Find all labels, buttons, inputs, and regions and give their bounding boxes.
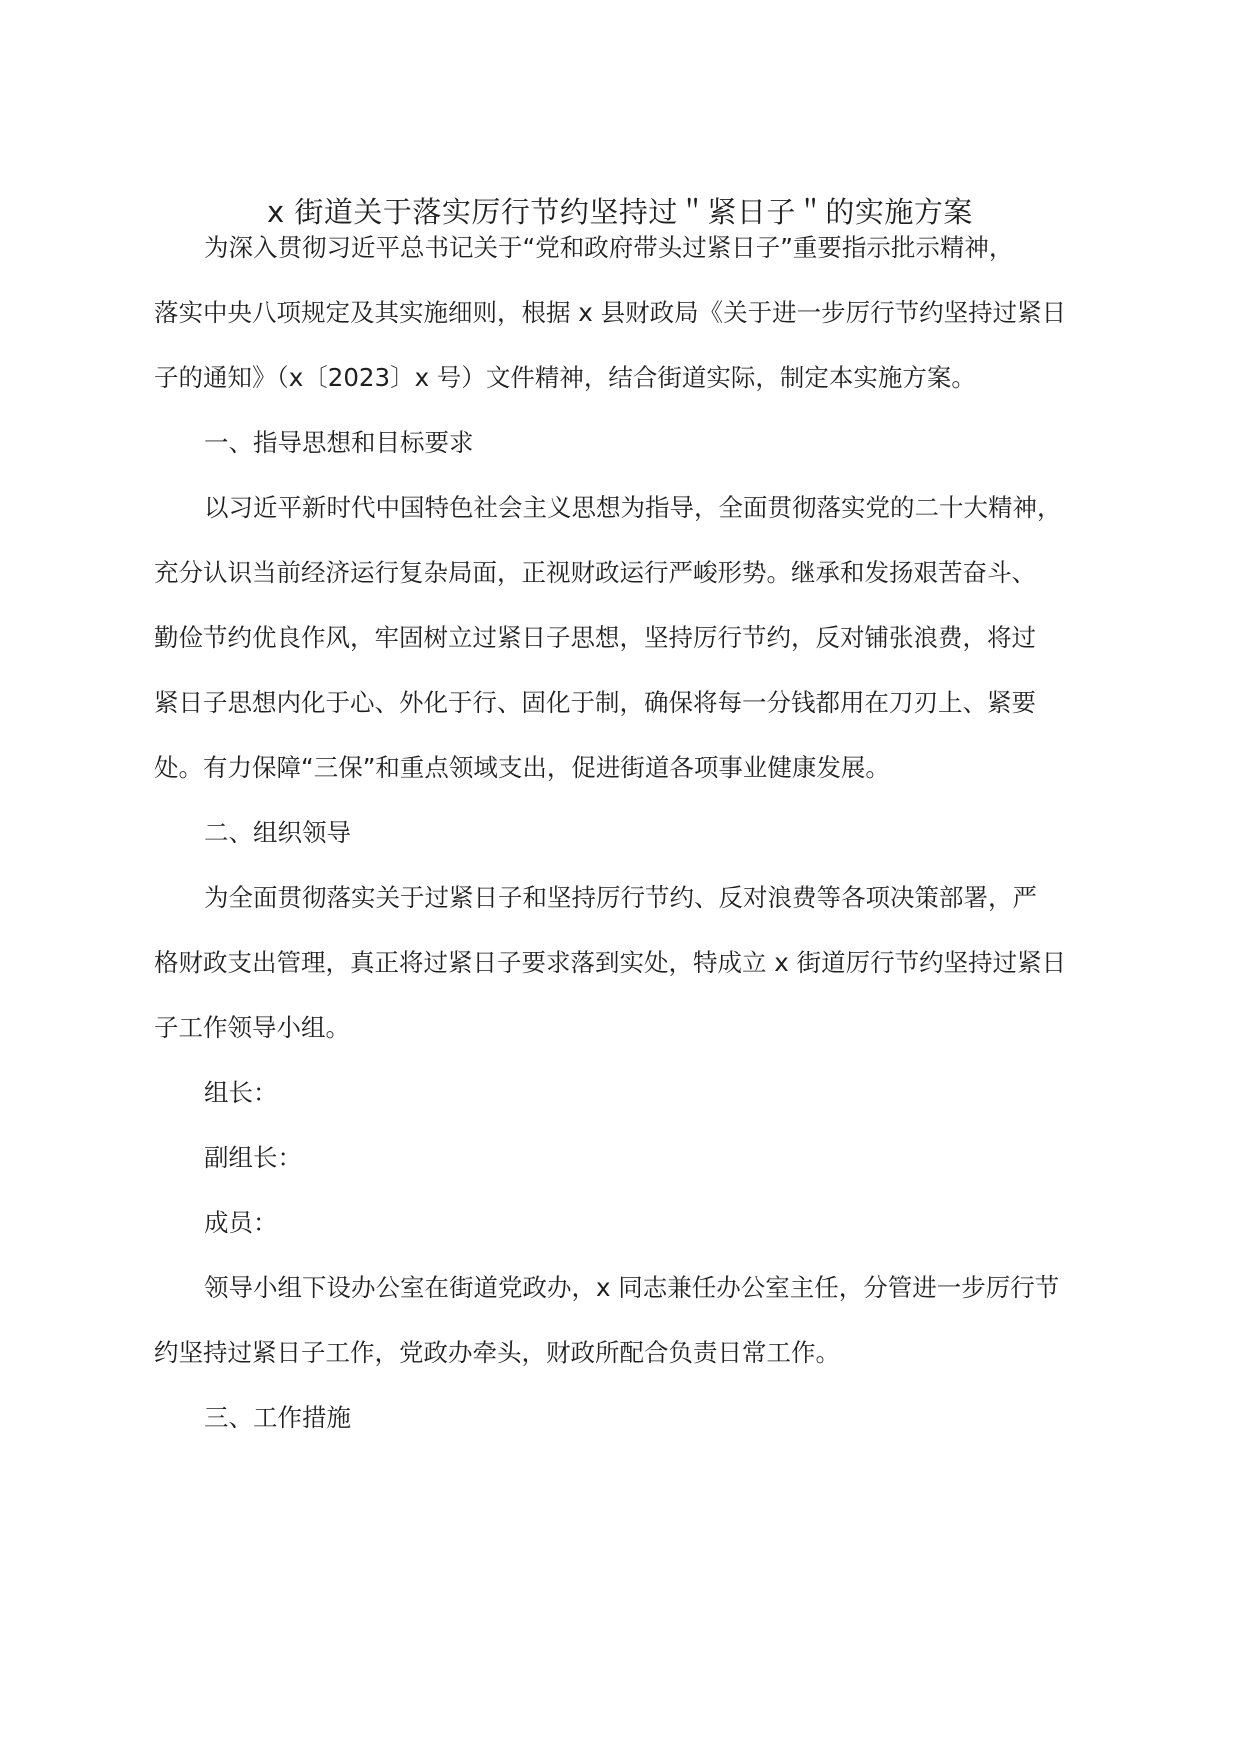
leader-label: 组长： (204, 1078, 278, 1107)
section-2-heading: 二、组织领导 (204, 818, 351, 847)
document-title: x 街道关于落实厉行节约坚持过＂紧日子＂的实施方案 (267, 195, 973, 229)
office-paragraph (154, 1255, 1084, 1385)
intro-line-3: 子的通知》（x〔2023〕x 号）文件精神，结合街道实际，制定本实施方案。 (154, 363, 976, 392)
section-1-line-2: 充分认识当前经济运行复杂局面，正视财政运行严峻形势。继承和发扬艰苦奋斗、 (154, 558, 1036, 587)
section-1-line-4: 紧日子思想内化于心、外化于行、固化于制，确保将每一分钱都用在刀刃上、紧要 (154, 688, 1036, 717)
section-1-line-5: 处。有力保障“三保”和重点领域支出，促进街道各项事业健康发展。 (154, 753, 890, 782)
section-2-line-2: 格财政支出管理，真正将过紧日子要求落到实处，特成立 x 街道厉行节约坚持过紧日 (154, 948, 1067, 977)
deputy-leader-label: 副组长： (204, 1143, 302, 1172)
section-1-line-1: 以习近平新时代中国特色社会主义思想为指导，全面贯彻落实党的二十大精神， (204, 493, 1062, 522)
section-2-line-1: 为全面贯彻落实关于过紧日子和坚持厉行节约、反对浪费等各项决策部署，严 (204, 883, 1037, 912)
members-label: 成员： (204, 1208, 278, 1237)
intro-line-1: 为深入贯彻习近平总书记关于“党和政府带头过紧日子”重要指示批示精神， (204, 233, 1014, 262)
section-2-line-3: 子工作领导小组。 (154, 1013, 350, 1042)
section-2-paragraph (154, 865, 1084, 1060)
intro-paragraph (154, 215, 1084, 410)
document-body (154, 215, 1084, 1450)
intro-line-2: 落实中央八项规定及其实施细则，根据 x 县财政局《关于进一步厉行节约坚持过紧日 (154, 298, 1067, 327)
section-3-heading: 三、工作措施 (204, 1403, 351, 1432)
office-line-1: 领导小组下设办公室在街道党政办，x 同志兼任办公室主任，分管进一步厉行节 (204, 1273, 1060, 1302)
office-line-2: 约坚持过紧日子工作，党政办牵头，财政所配合负责日常工作。 (154, 1338, 840, 1367)
section-1-paragraph (154, 475, 1084, 800)
section-1-heading: 一、指导思想和目标要求 (204, 428, 474, 457)
section-1-line-3: 勤俭节约优良作风，牢固树立过紧日子思想，坚持厉行节约，反对铺张浪费，将过 (154, 623, 1036, 652)
